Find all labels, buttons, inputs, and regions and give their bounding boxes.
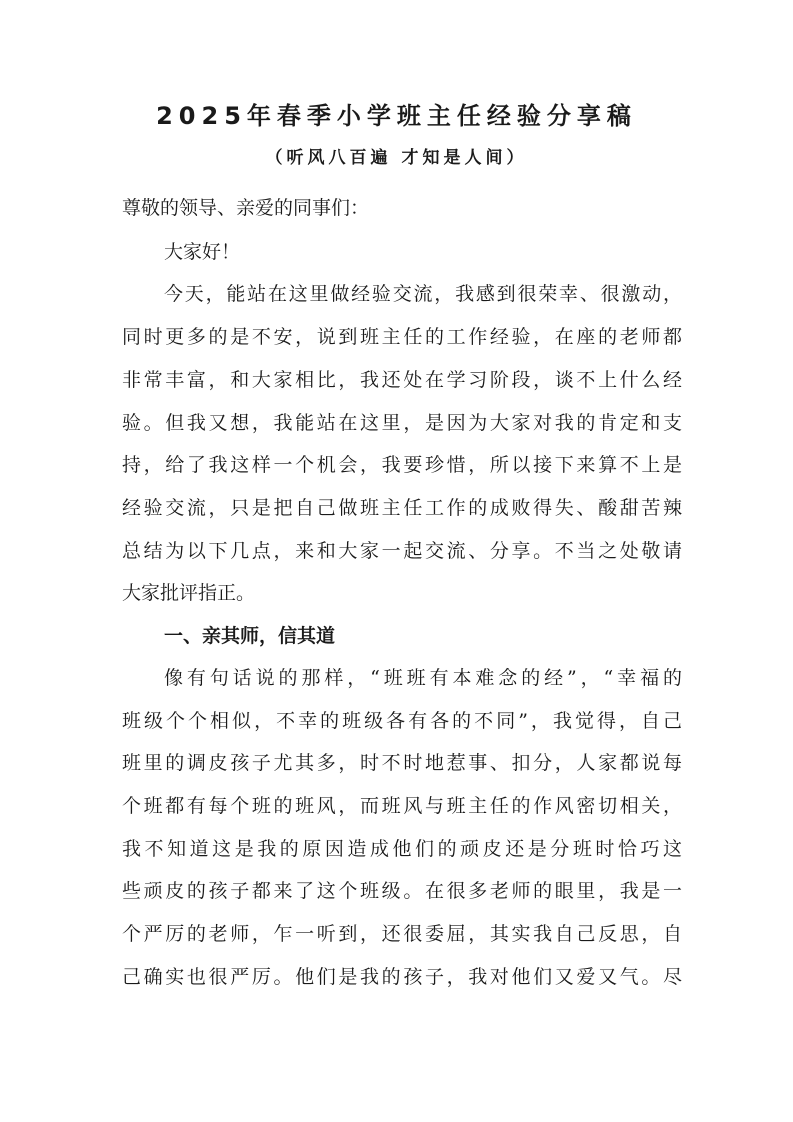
paragraph-line: 今天，能站在这里做经验交流，我感到很荣幸、很激动， bbox=[164, 283, 682, 305]
greeting: 大家好！ bbox=[164, 241, 241, 263]
paragraph-line: 个严厉的老师，乍一听到，还很委屈，其实我自己反思，自 bbox=[122, 923, 682, 945]
paragraph-line: 同时更多的是不安，说到班主任的工作经验，在座的老师都 bbox=[122, 326, 682, 348]
paragraph-line: 我不知道这是我的原因造成他们的顽皮还是分班时恰巧这 bbox=[122, 838, 682, 860]
paragraph-line: 持，给了我这样一个机会，我要珍惜，所以接下来算不上是 bbox=[122, 454, 682, 476]
paragraph-line: 验。但我又想，我能站在这里，是因为大家对我的肯定和支 bbox=[122, 412, 682, 434]
paragraph-line: 总结为以下几点，来和大家一起交流、分享。不当之处敬请 bbox=[122, 540, 682, 562]
paragraph-line: 些顽皮的孩子都来了这个班级。在很多老师的眼里，我是一 bbox=[122, 880, 682, 902]
paragraph-line: 己确实也很严厉。他们是我的孩子，我对他们又爱又气。尽 bbox=[122, 966, 682, 988]
paragraph-line: 个班都有每个班的班风，而班风与班主任的作风密切相关， bbox=[122, 795, 682, 817]
paragraph-line: 班里的调皮孩子尤其多，时不时地惹事、扣分，人家都说每 bbox=[122, 752, 682, 774]
paragraph-line: 班级个个相似，不幸的班级各有各的不同”，我觉得，自己 bbox=[122, 710, 682, 732]
paragraph-line: 经验交流，只是把自己做班主任工作的成败得失、酸甜苦辣 bbox=[122, 497, 682, 519]
section-heading: 一、亲其师，信其道 bbox=[164, 625, 336, 647]
document-subtitle: （听风八百遍 才知是人间） bbox=[265, 148, 528, 168]
paragraph-line: 非常丰富，和大家相比，我还处在学习阶段，谈不上什么经 bbox=[122, 369, 682, 391]
paragraph-line: 像有句话说的那样，“班班有本难念的经”，“幸福的 bbox=[164, 667, 682, 689]
document-title: 2025年春季小学班主任经验分享稿 bbox=[156, 102, 637, 130]
paragraph-line: 大家批评指正。 bbox=[122, 582, 256, 604]
salutation: 尊敬的领导、亲爱的同事们： bbox=[122, 197, 370, 219]
